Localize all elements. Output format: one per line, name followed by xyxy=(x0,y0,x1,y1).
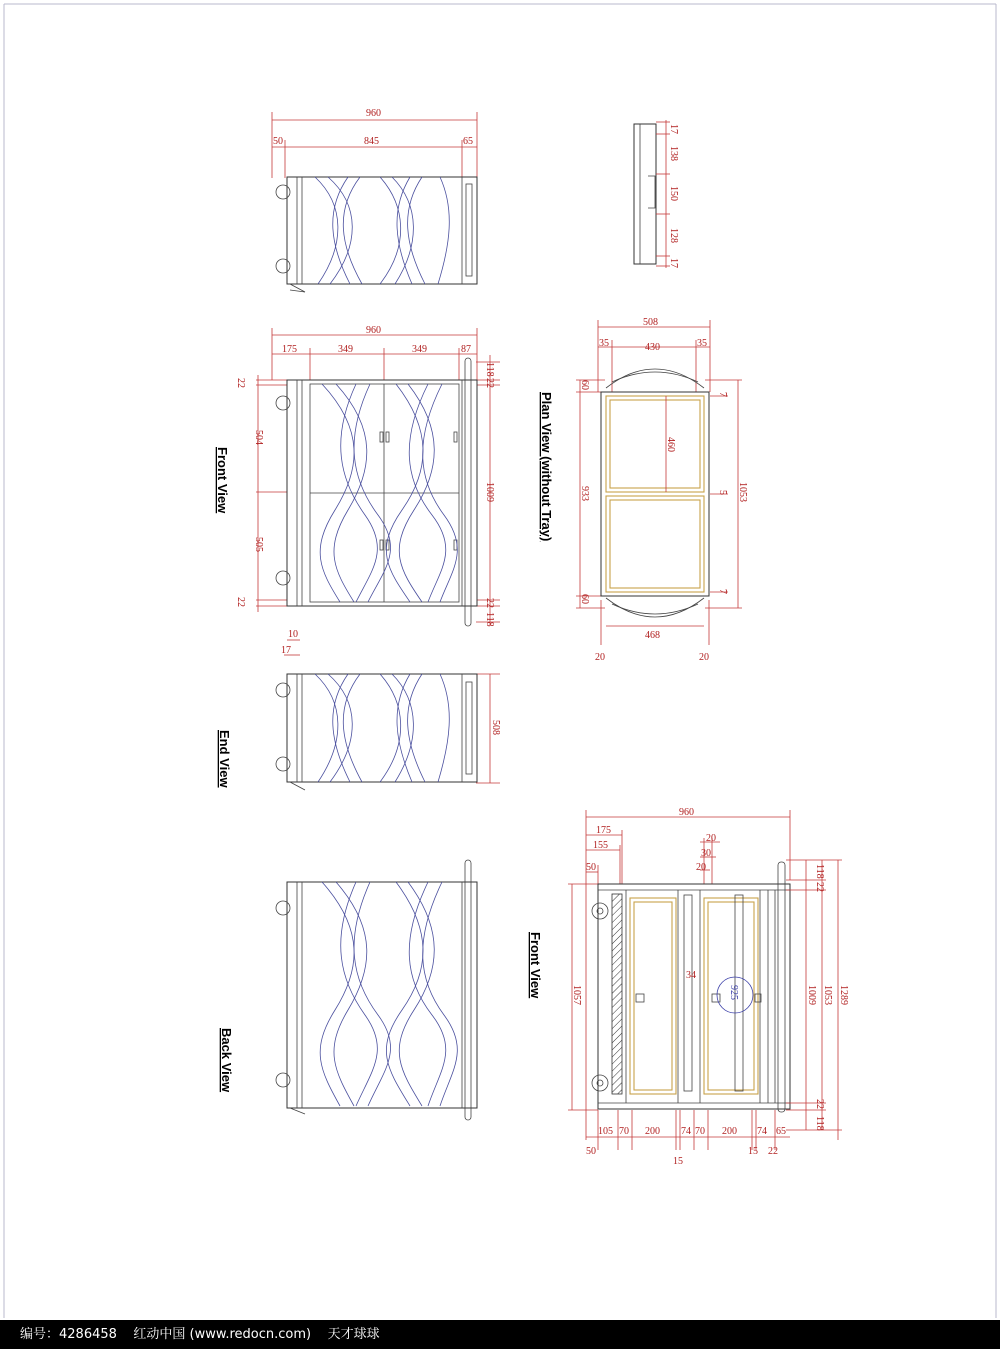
watermark-footer: 编号：4286458 红动中国 (www.redocn.com) 天才球球 xyxy=(0,1320,1000,1349)
sv-r-top1: 118 xyxy=(814,864,825,879)
fv-upper: 504 xyxy=(253,430,264,445)
dim-left: 50 xyxy=(273,136,283,147)
front-view xyxy=(215,325,500,627)
dim-p5: 17 xyxy=(668,258,679,268)
front-view-title: Front View xyxy=(215,447,230,514)
side-profile-view xyxy=(634,120,679,268)
pv-overall: 508 xyxy=(643,317,658,328)
fv-right-height: 1009 xyxy=(484,482,495,502)
section-view-title: Front View xyxy=(528,932,543,999)
sv-t2: 30 xyxy=(701,848,711,859)
ev-height: 508 xyxy=(490,720,501,735)
fv-seg4: 87 xyxy=(461,344,471,355)
ev-b: 17 xyxy=(281,645,291,656)
pv-left: 35 xyxy=(599,338,609,349)
dim-p2: 138 xyxy=(668,146,679,161)
fv-top-small: 22 xyxy=(235,378,246,388)
pv-mid: 430 xyxy=(645,342,660,353)
sv-b3: 200 xyxy=(645,1126,660,1137)
sv-b1: 105 xyxy=(598,1126,613,1137)
sv-a: 175 xyxy=(596,825,611,836)
fv-right-top2: 22 xyxy=(484,378,495,388)
dim-p3: 150 xyxy=(668,186,679,201)
back-view-title: Back View xyxy=(219,1028,234,1093)
fv-right-bottom2: 22 xyxy=(484,598,495,608)
pv-right-top-small: 7 xyxy=(717,392,728,397)
sv-r-top2: 22 xyxy=(814,882,825,892)
end-view xyxy=(217,629,501,790)
dim-mid: 845 xyxy=(364,136,379,147)
dim-overall: 960 xyxy=(366,108,381,119)
top-front-view xyxy=(272,108,477,292)
back-view xyxy=(219,860,477,1120)
pv-top-pad: 60 xyxy=(579,380,590,390)
ev-a: 10 xyxy=(288,629,298,640)
sv-t1: 20 xyxy=(706,833,716,844)
sv-r1: 1009 xyxy=(806,985,817,1005)
pv-bottom-pad: 60 xyxy=(579,594,590,604)
sv-r3: 1289 xyxy=(838,985,849,1005)
sv-b6: 200 xyxy=(722,1126,737,1137)
fv-seg2: 349 xyxy=(338,344,353,355)
dim-p1: 17 xyxy=(668,124,679,134)
sv-b4: 74 xyxy=(681,1126,691,1137)
pv-right: 35 xyxy=(697,338,707,349)
sv-circle: 925 xyxy=(728,985,739,1000)
sv-left-h: 1057 xyxy=(571,985,582,1005)
sv-mid-label: 34 xyxy=(686,970,696,981)
pv-right-bot-small: 7 xyxy=(717,589,728,594)
fv-right-top: 118 xyxy=(484,362,495,377)
sv-bb4: 22 xyxy=(768,1146,778,1157)
pv-depth: 933 xyxy=(579,486,590,501)
sv-b: 155 xyxy=(593,840,608,851)
sv-r-bot2: 118 xyxy=(814,1116,825,1131)
pv-side-l: 20 xyxy=(595,652,605,663)
pv-side-r: 20 xyxy=(699,652,709,663)
plan-view-title: Plan View (without Tray) xyxy=(539,392,554,542)
end-view-title: End View xyxy=(217,730,232,788)
fv-overall: 960 xyxy=(366,325,381,336)
sv-overall: 960 xyxy=(679,807,694,818)
pv-inner: 460 xyxy=(665,437,676,452)
fv-bottom-small: 22 xyxy=(235,597,246,607)
fv-seg1: 175 xyxy=(282,344,297,355)
sv-b2: 70 xyxy=(619,1126,629,1137)
sv-b7: 74 xyxy=(757,1126,767,1137)
pv-gap: 5 xyxy=(717,490,728,495)
sv-r2: 1053 xyxy=(822,985,833,1005)
plan-view xyxy=(539,317,748,663)
dim-right: 65 xyxy=(463,136,473,147)
sv-r-bot1: 22 xyxy=(814,1099,825,1109)
pv-bottom-inner: 468 xyxy=(645,630,660,641)
sv-t3: 20 xyxy=(696,862,706,873)
fv-lower: 505 xyxy=(253,537,264,552)
pv-total: 1053 xyxy=(737,482,748,502)
fv-seg3: 349 xyxy=(412,344,427,355)
section-front-view xyxy=(528,807,849,1167)
sv-bb2: 15 xyxy=(673,1156,683,1167)
sv-b8: 65 xyxy=(776,1126,786,1137)
fv-right-bottom: 118 xyxy=(484,612,495,627)
dim-p4: 128 xyxy=(668,228,679,243)
sv-c: 50 xyxy=(586,862,596,873)
sv-b5: 70 xyxy=(695,1126,705,1137)
sv-bb1: 50 xyxy=(586,1146,596,1157)
sv-bb3: 15 xyxy=(748,1146,758,1157)
